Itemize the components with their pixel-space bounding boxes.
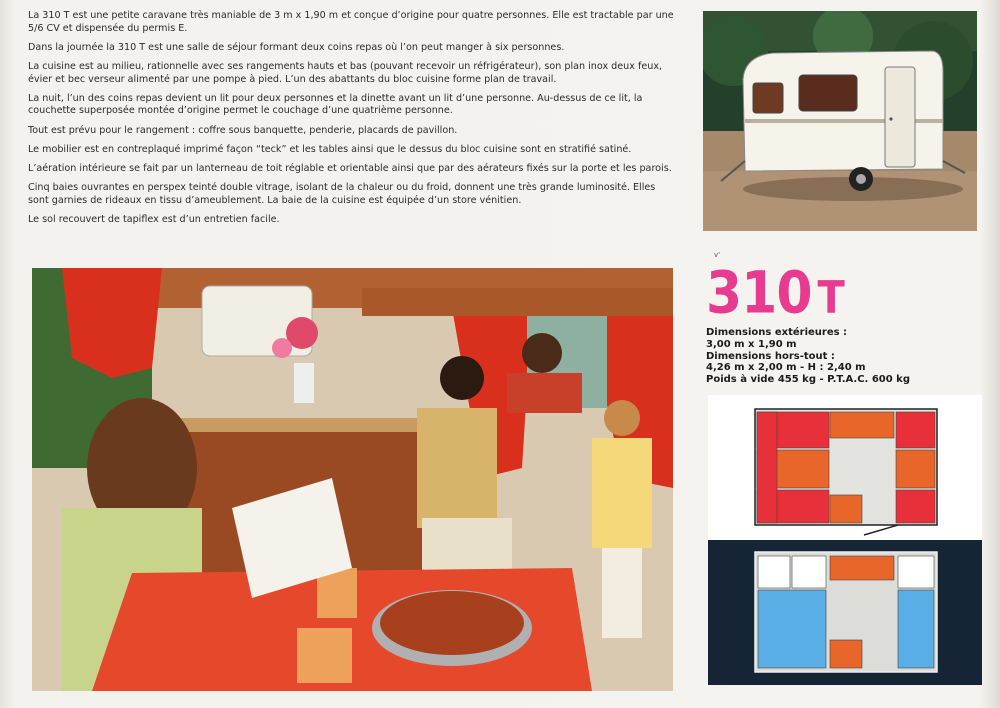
floor-plan-night (708, 540, 982, 685)
paragraph-intro: La 310 T est une petite caravane très maniable de 3 m x 1,90 m et conçue d’origine pour quatre personnes. Elle est tractable par une 5/6 CV et dispensée du permis E. (28, 10, 674, 34)
model-suffix: T (817, 272, 844, 324)
caravan-interior-photo (32, 268, 673, 691)
day-layout-diagram (708, 395, 982, 540)
description-text (28, 10, 678, 233)
model-number: 310 (706, 260, 812, 328)
paragraph-day: Dans la journée la 310 T est une salle de séjour formant deux coins repas où l’on peut manger à six personnes. (28, 41, 565, 53)
caravan-exterior-photo (703, 11, 977, 231)
specifications (706, 327, 976, 386)
spec-overall-label: Dimensions hors-tout : (706, 350, 835, 362)
paragraph-night: La nuit, l’un des coins repas devient un lit pour deux personnes et la dinette avant un lit d’une personne. Au-dessus de ce lit, la couchette superposée montée d’origine permet le couchage d’une quatrième personne. (28, 92, 643, 117)
night-layout-diagram (708, 540, 982, 685)
spec-overall-value: 4,26 m x 2,00 m - H : 2,40 m (706, 362, 866, 374)
floor-plan-day (708, 395, 982, 540)
caravan-illustration (703, 11, 977, 231)
spec-exterior-value: 3,00 m x 1,90 m (706, 338, 797, 350)
model-title (706, 260, 844, 327)
spec-weight: Poids à vide 455 kg - P.T.A.C. 600 kg (706, 374, 910, 386)
paragraph-windows: Cinq baies ouvrantes en perspex teinté double vitrage, isolant de la chaleur ou du froid, donnent une très grande luminosité. Elles sont garnies de rideaux en tissu d’ameublement. La baie de la cuisine est équipée d’un store vénitien. (28, 182, 656, 206)
spec-exterior-label: Dimensions extérieures : (706, 327, 848, 338)
paragraph-furniture: Le mobilier est en contreplaqué imprimé façon “teck” et les tables ainsi que le dessus du bloc cuisine sont en stratifié satiné. (28, 143, 632, 155)
interior-illustration (32, 268, 673, 691)
paragraph-storage: Tout est prévu pour le rangement : coffre sous banquette, penderie, placards de pavillon. (28, 124, 458, 136)
paragraph-floor: Le sol recouvert de tapiflex est d’un entretien facile. (28, 213, 280, 225)
floor-plans (708, 395, 982, 685)
paragraph-ventilation: L’aération intérieure se fait par un lanterneau de toit réglable et orientable ainsi que par des aérateurs fixés sur la porte et les parois. (28, 162, 672, 174)
paragraph-kitchen: La cuisine est au milieu, rationnelle avec ses rangements hauts et bas (pouvant recevoir un réfrigérateur), son plan inox deux feux, évier et bec verseur alimenté par une pompe à pied. L’un des abattants du bloc cuisine forme plan de travail. (28, 60, 663, 85)
page-mark: v' (714, 251, 721, 259)
